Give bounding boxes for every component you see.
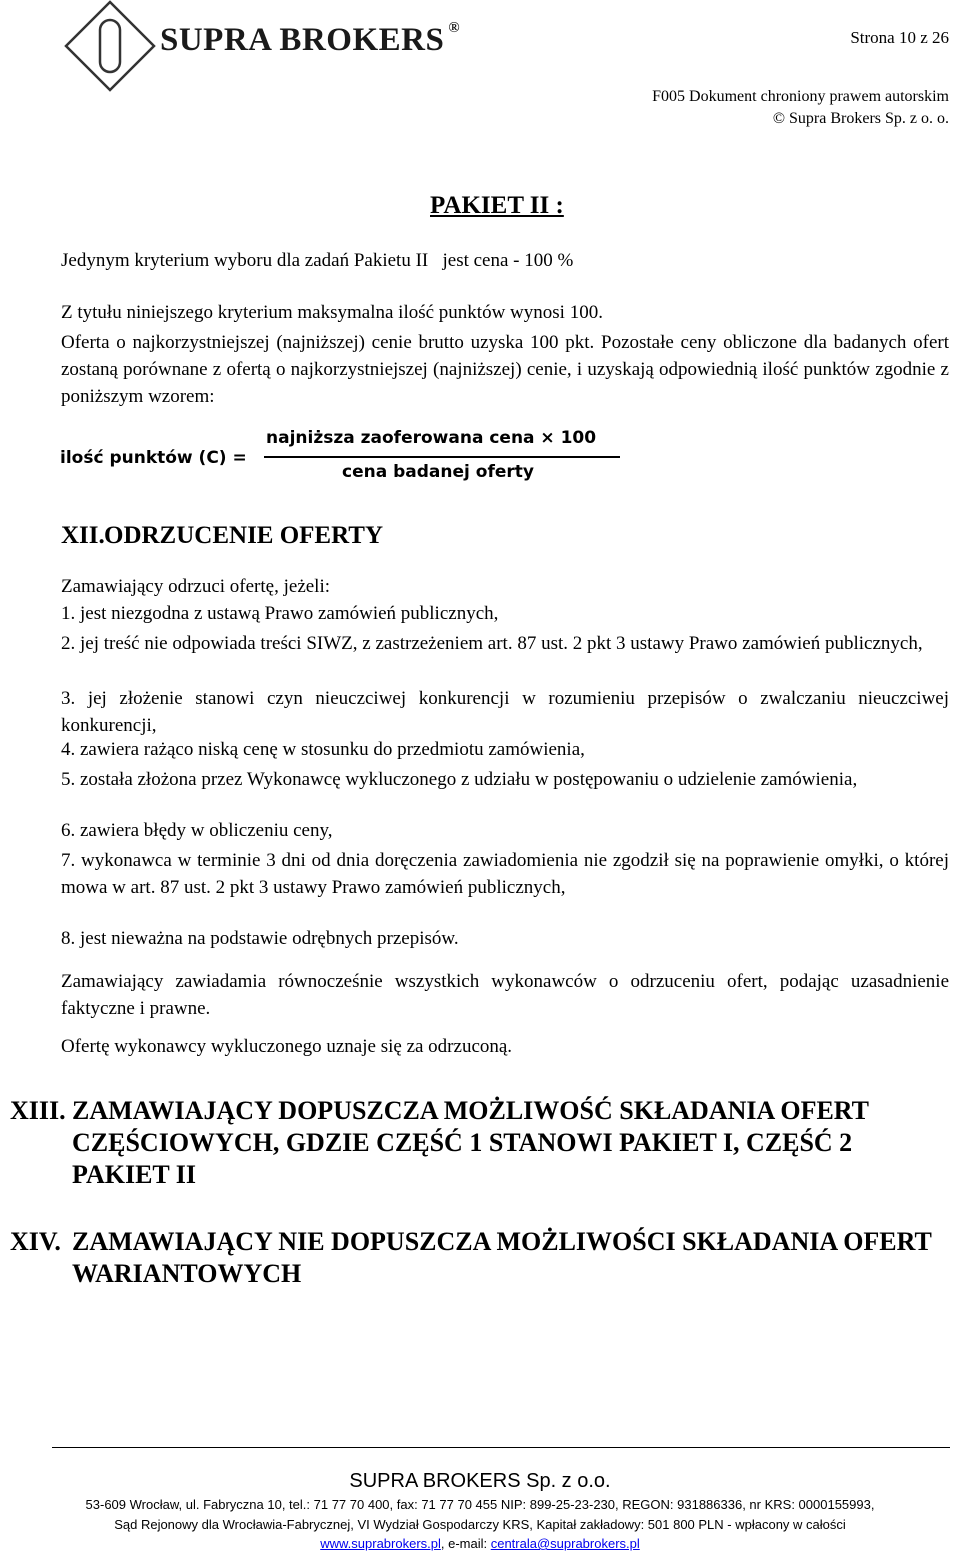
rejection-item: 7. wykonawca w terminie 3 dni od dnia doręczenia zawiadomienia nie zgodził się na poprawienie omyłki, o której mowa w art. 87 ust. 2 pkt 3 ustawy Prawo zamówień publicznych, <box>61 850 949 898</box>
excluded-offer-note: Ofertę wykonawcy wykluczonego uznaje się za odrzuconą. <box>61 1036 513 1057</box>
email-link[interactable]: centrala@suprabrokers.pl <box>490 1536 640 1551</box>
website-link[interactable]: www.suprabrokers.pl <box>320 1536 441 1551</box>
section-14-number: XIV. <box>10 1227 61 1256</box>
rejection-intro: Zamawiający odrzuci ofertę, jeżeli: <box>61 576 331 597</box>
criterion-text: Jedynym kryterium wyboru dla zadań Pakietu II jest cena - 100 % <box>61 250 574 271</box>
page-number: Strona 10 z 26 <box>850 28 949 47</box>
footer-divider <box>52 1447 950 1448</box>
rejection-item: 5. została złożona przez Wykonawcę wykluczonego z udziału w postępowaniu o udzielenie zamówienia, <box>61 769 858 790</box>
footer-court-info: Sąd Rejonowy dla Wrocławia-Fabrycznej, VI Wydział Gospodarczy KRS, Kapitał zakładowy: 501 800 PLN - wpłacony w całości <box>114 1517 846 1532</box>
brand-name: SUPRA BROKERS ® <box>160 20 461 58</box>
footer-contact <box>0 1536 960 1551</box>
company-logo <box>62 0 158 94</box>
footer-address: 53-609 Wrocław, ul. Fabryczna 10, tel.: 71 77 70 400, fax: 71 77 70 455 NIP: 899-25-23-230, REGON: 931886336, nr KRS: 0000155993, <box>85 1497 875 1512</box>
rejection-item: 1. jest niezgodna z ustawą Prawo zamówień publicznych, <box>61 603 499 624</box>
email-label: , e-mail: <box>440 1536 491 1551</box>
rejection-item: 2. jej treść nie odpowiada treści SIWZ, z zastrzeżeniem art. 87 ust. 2 pkt 3 ustawy Prawo zamówień publicznych, <box>61 633 923 654</box>
rejection-item: 3. jej złożenie stanowi czyn nieuczciwej konkurencji w rozumieniu przepisów o zwalczaniu nieuczciwej konkurencji, <box>61 688 949 736</box>
section-13-number: XIII. <box>10 1096 66 1125</box>
rejection-notice: Zamawiający zawiadamia równocześnie wszystkich wykonawców o odrzuceniu ofert, podając uzasadnienie faktyczne i prawne. <box>61 971 949 1019</box>
max-points-text: Z tytułu niniejszego kryterium maksymalna ilość punktów wynosi 100. <box>61 302 603 323</box>
rejection-item: 6. zawiera błędy w obliczeniu ceny, <box>61 820 333 841</box>
rejection-item: 4. zawiera rażąco niską cenę w stosunku do przedmiotu zamówienia, <box>61 739 585 760</box>
section-13-title: ZAMAWIAJĄCY DOPUSZCZA MOŻLIWOŚĆ SKŁADANIA OFERT CZĘŚCIOWYCH, GDZIE CZĘŚĆ 1 STANOWI PAKIET I, CZĘŚĆ 2 PAKIET II <box>72 1096 869 1189</box>
rejection-item: 8. jest nieważna na podstawie odrębnych przepisów. <box>61 928 459 949</box>
document-protection-note: F005 Dokument chroniony prawem autorskim <box>652 88 949 105</box>
formula-lhs: ilość punktów (C) = <box>60 448 247 468</box>
formula-numerator: najniższa zaoferowana cena × 100 <box>266 428 597 448</box>
footer-company: SUPRA BROKERS Sp. z o.o. <box>349 1470 611 1492</box>
pakiet-heading: PAKIET II : <box>430 192 564 219</box>
section-14-title: ZAMAWIAJĄCY NIE DOPUSZCZA MOŻLIWOŚCI SKŁADANIA OFERT WARIANTOWYCH <box>72 1227 932 1288</box>
scoring-paragraph: Oferta o najkorzystniejszej (najniższej) cenie brutto uzyska 100 pkt. Pozostałe ceny obliczone dla badanych ofert zostaną porównane z ofertą o najkorzystniejszej (najniższej) cenie, i uzyskają odpowiednią ilość punktów zgodnie z poniższym wzorem: <box>61 332 949 407</box>
section-12-number: XII. <box>61 522 105 549</box>
copyright-note: © Supra Brokers Sp. z o. o. <box>772 110 949 127</box>
formula-denominator: cena badanej oferty <box>342 462 534 482</box>
section-12-title: ODRZUCENIE OFERTY <box>104 522 384 549</box>
fraction-bar <box>264 456 620 458</box>
